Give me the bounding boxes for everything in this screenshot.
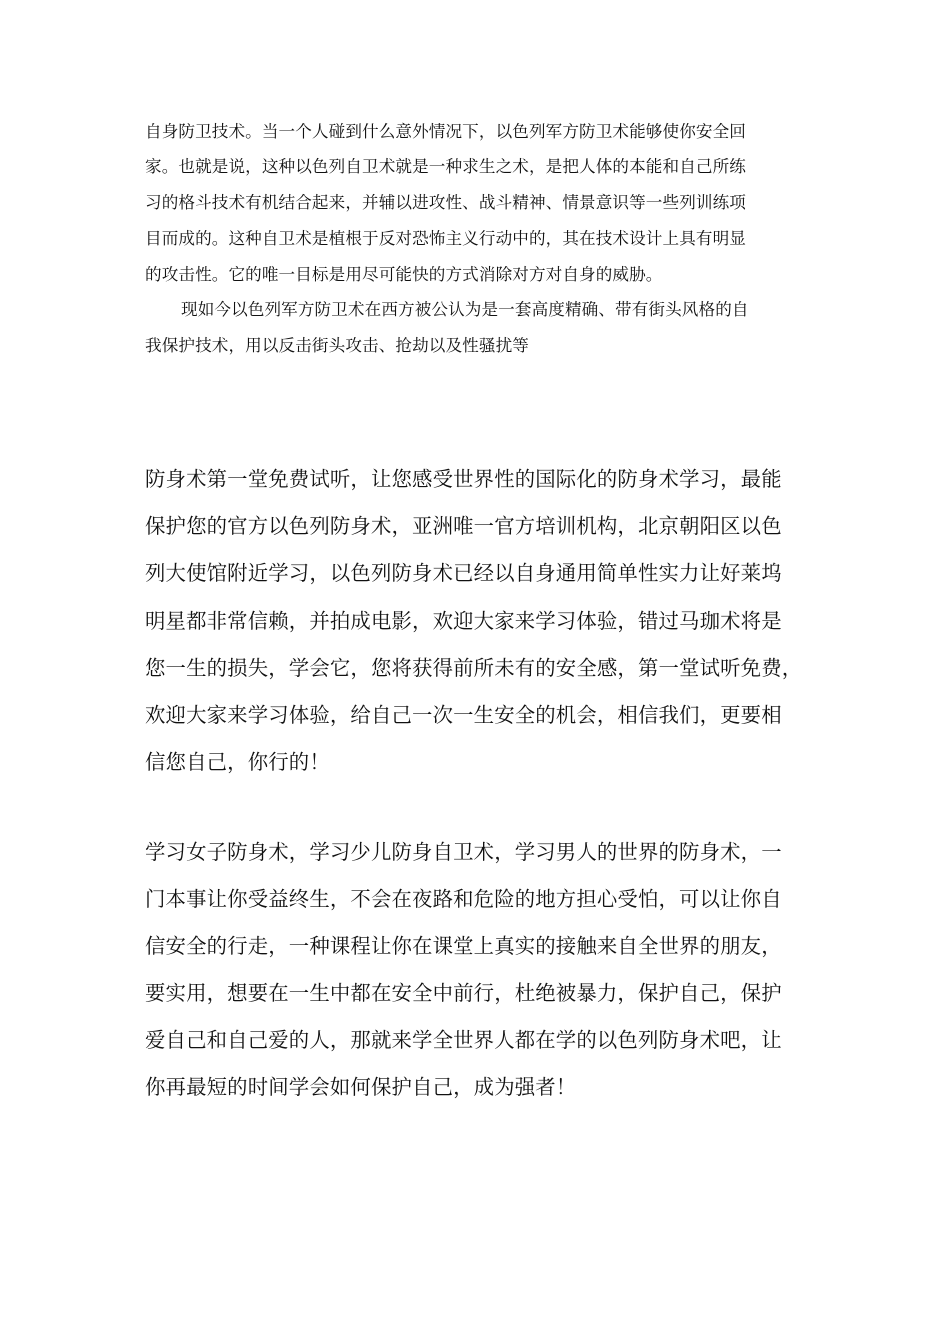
intro-paragraph-line: 的攻击性。它的唯一目标是用尽可能快的方式消除对方对自身的威胁。 [145, 265, 663, 284]
western-recognition-paragraph-line: 现如今以色列军方防卫术在西方被公认为是一套高度精确、带有街头风格的自 [181, 300, 749, 319]
courses-paragraph-line: 学习女子防身术，学习少儿防身自卫术，学习男人的世界的防身术，一 [145, 840, 782, 864]
intro-paragraph-line: 习的格斗技术有机结合起来，并辅以进攻性、战斗精神、情景意识等一些列训练项 [145, 193, 746, 212]
courses-paragraph-line: 你再最短的时间学会如何保护自己，成为强者！ [145, 1075, 577, 1099]
courses-paragraph-line: 要实用，想要在一生中都在安全中前行，杜绝被暴力，保护自己，保护 [145, 981, 782, 1005]
courses-paragraph-line: 门本事让你受益终生，不会在夜路和危险的地方担心受怕，可以让你自 [145, 887, 782, 911]
free-trial-paragraph-line: 列大使馆附近学习，以色列防身术已经以自身通用简单性实力让好莱坞 [145, 561, 782, 585]
free-trial-paragraph-line: 保护您的官方以色列防身术，亚洲唯一官方培训机构，北京朝阳区以色 [145, 514, 782, 538]
intro-paragraph-line: 目而成的。这种自卫术是植根于反对恐怖主义行动中的，其在技术设计上具有明显 [145, 229, 746, 248]
free-trial-paragraph-line: 明星都非常信赖，并拍成电影，欢迎大家来学习体验，错过马珈术将是 [145, 609, 782, 633]
free-trial-paragraph-line: 您一生的损失，学会它，您将获得前所未有的安全感，第一堂试听免费， [145, 656, 803, 680]
courses-paragraph-line: 爱自己和自己爱的人，那就来学全世界人都在学的以色列防身术吧，让 [145, 1028, 782, 1052]
western-recognition-paragraph-line: 我保护技术，用以反击街头攻击、抢劫以及性骚扰等 [145, 336, 529, 355]
free-trial-paragraph-line: 信您自己，你行的！ [145, 750, 330, 774]
intro-paragraph-line: 自身防卫技术。当一个人碰到什么意外情况下，以色列军方防卫术能够使你安全回 [145, 122, 746, 141]
free-trial-paragraph-line: 欢迎大家来学习体验，给自己一次一生安全的机会，相信我们，更要相 [145, 703, 782, 727]
free-trial-paragraph-line: 防身术第一堂免费试听，让您感受世界性的国际化的防身术学习，最能 [145, 467, 782, 491]
intro-paragraph-line: 家。也就是说，这种以色列自卫术就是一种求生之术，是把人体的本能和自己所练 [145, 157, 746, 176]
courses-paragraph-line: 信安全的行走，一种课程让你在课堂上真实的接触来自全世界的朋友， [145, 934, 782, 958]
